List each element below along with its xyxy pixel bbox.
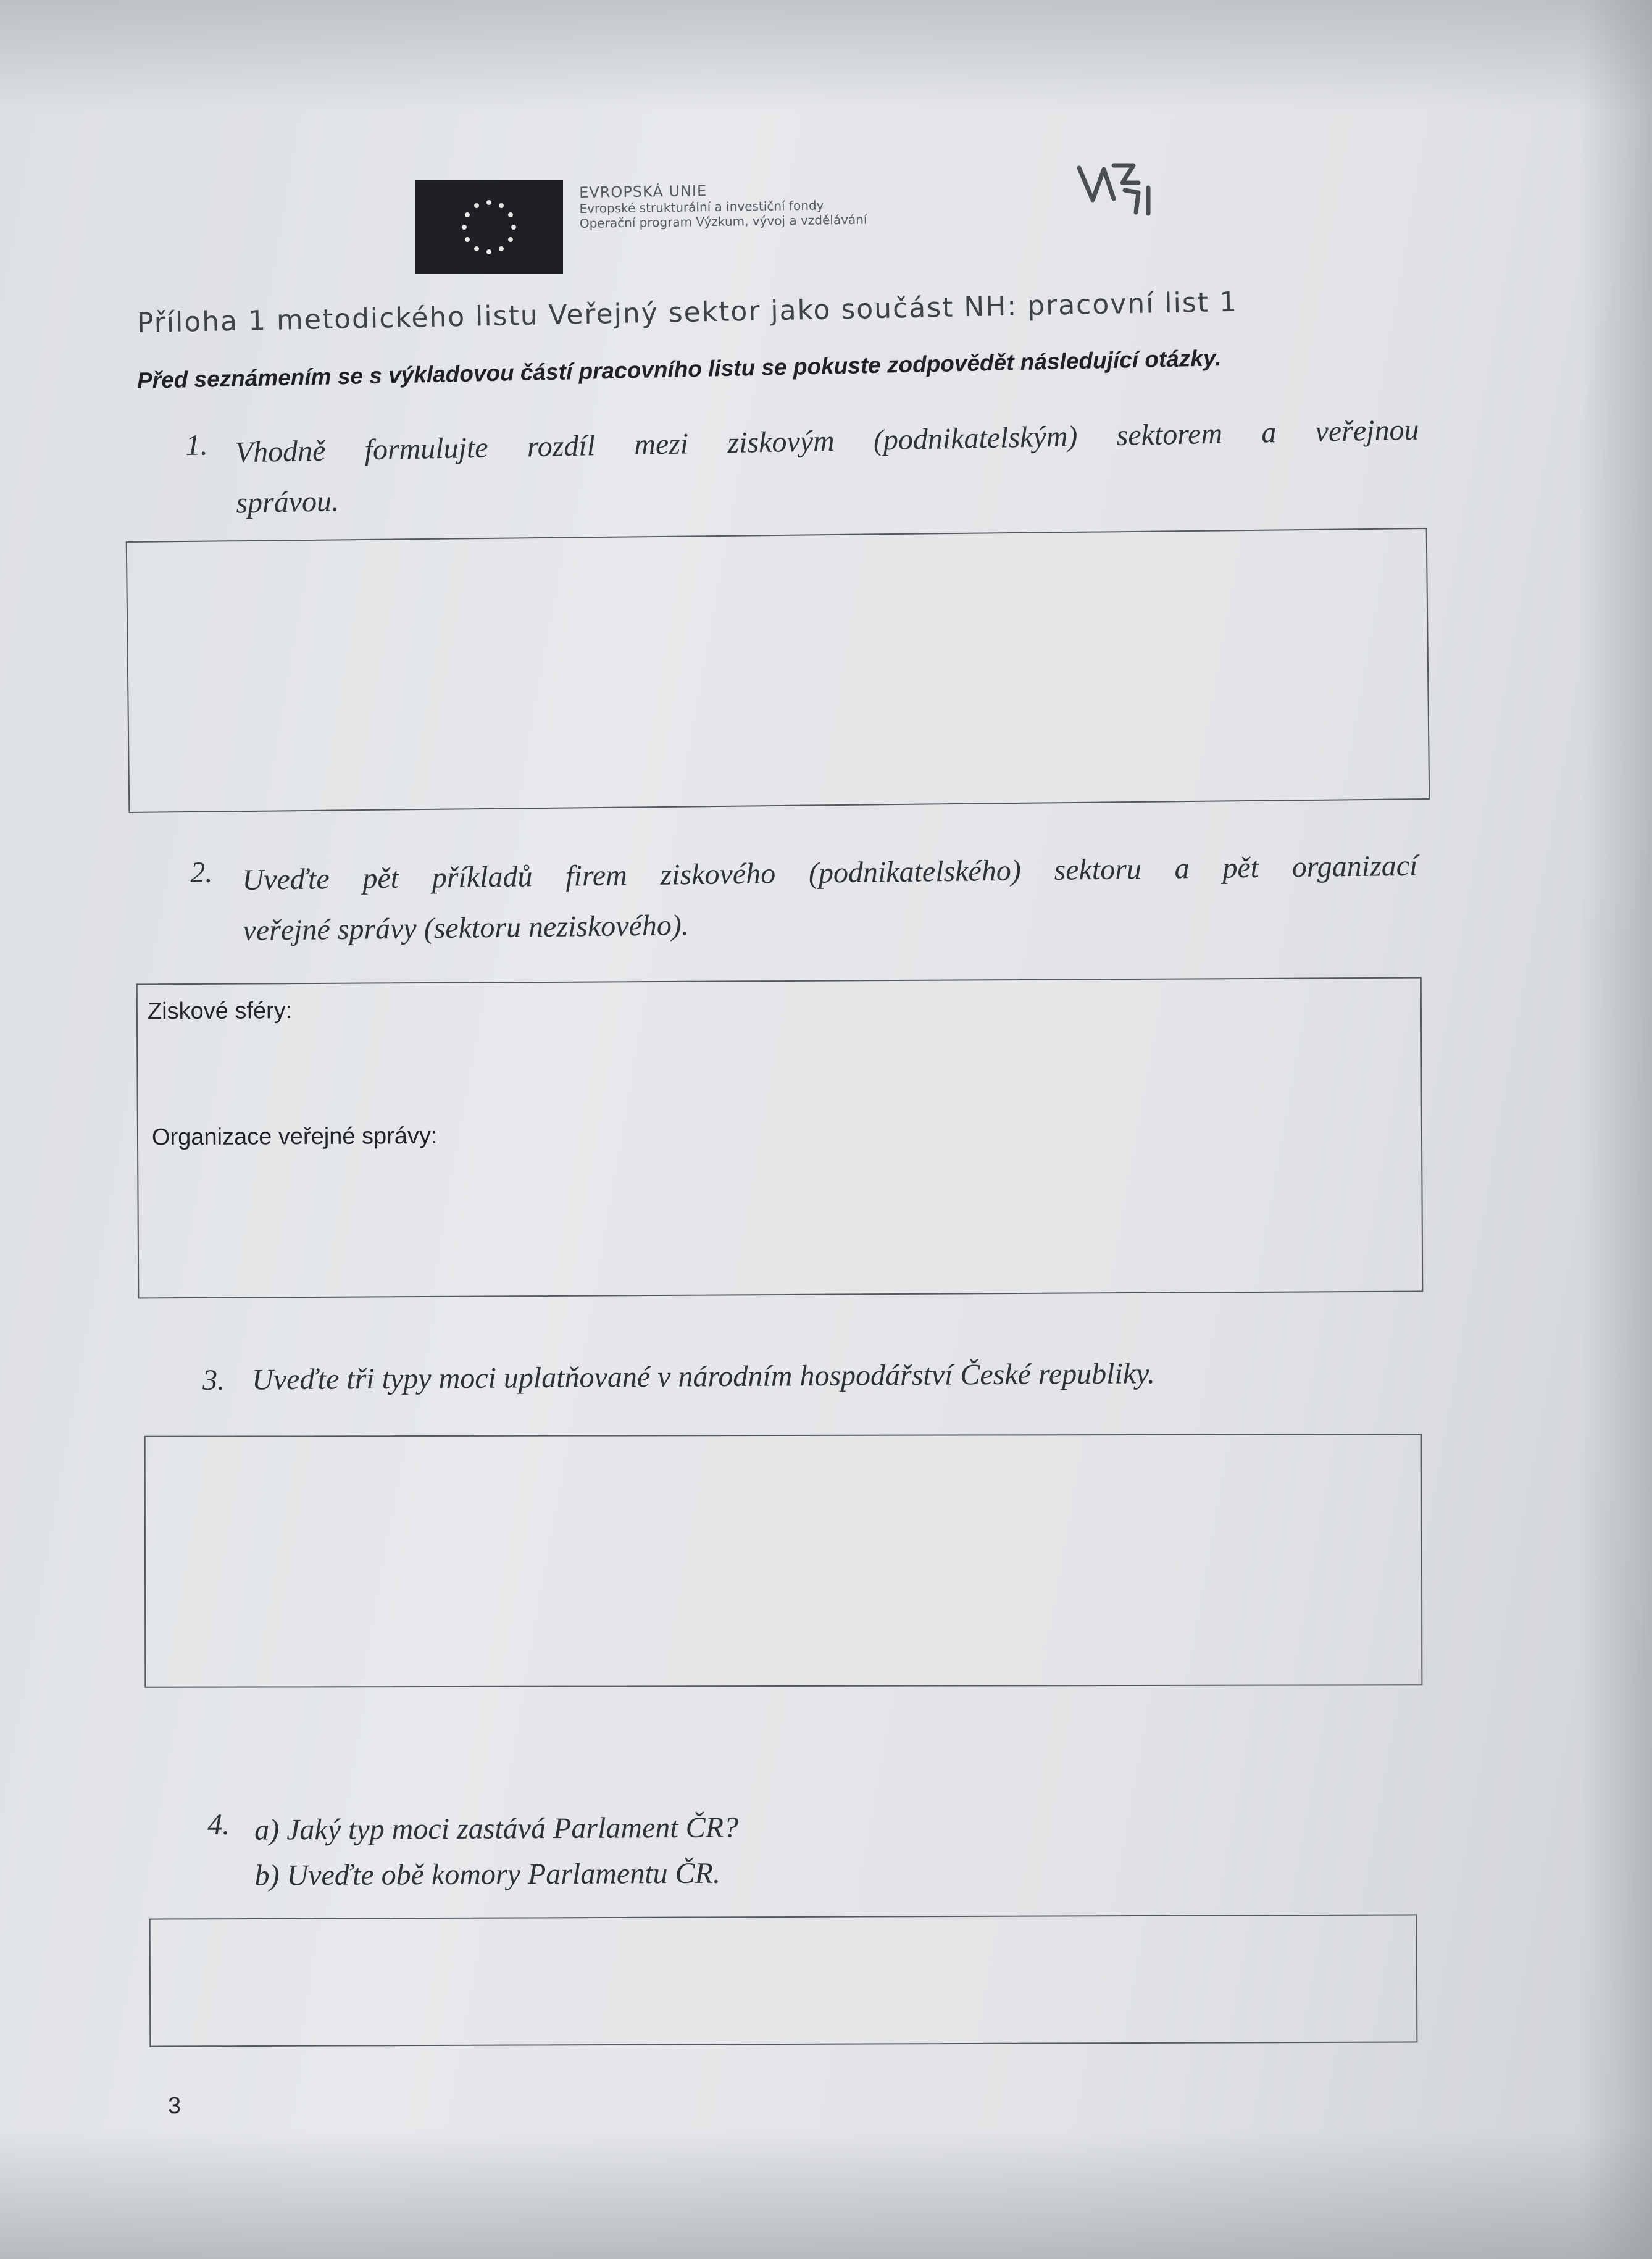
question-number: 1. (185, 428, 209, 462)
question-text-line: a) Jaký typ moci zastává Parlament ČR? (254, 1811, 739, 1847)
eu-program-line: Operační program Výzkum, vývoj a vzdělávání (579, 212, 867, 231)
page-number: 3 (168, 2093, 181, 2119)
eu-flag-icon (415, 180, 563, 274)
eu-funding-text (579, 180, 867, 230)
question-1 (185, 405, 1420, 530)
answer-box-3[interactable] (144, 1434, 1423, 1688)
question-text-line: veřejné správy (sektoru neziskového). (243, 909, 690, 947)
question-text-line: správou. (235, 485, 340, 520)
eu-funds-line: Evropské strukturální a investiční fondy (579, 198, 824, 216)
question-number: 3. (202, 1363, 225, 1397)
profit-sector-label: Ziskové sféry: (147, 998, 293, 1025)
answer-box-1[interactable] (126, 528, 1430, 813)
msmt-logo-icon (1074, 156, 1173, 223)
question-text-line: Uveďte tři typy moci uplatňované v národním hospodářství České republiky. (252, 1357, 1156, 1397)
question-text-line: Vhodně formulujte rozdíl mezi ziskovým (podnikatelským) sektorem a veřejnou (235, 413, 1419, 469)
question-2 (190, 841, 1419, 957)
answer-box-2[interactable] (136, 977, 1424, 1299)
question-number: 4. (207, 1808, 230, 1841)
photo-shadow-bottom (0, 2130, 1652, 2259)
question-number: 2. (190, 856, 213, 889)
answer-box-4[interactable] (149, 1914, 1418, 2047)
question-text-line: Uveďte pět příkladů firem ziskového (podnikatelského) sektoru a pět organizací (242, 849, 1418, 896)
question-3 (202, 1355, 1314, 1397)
eu-title: EVROPSKÁ UNIE (579, 182, 707, 201)
photo-shadow-top (0, 0, 1652, 111)
question-text-line: b) Uveďte obě komory Parlamentu ČR. (254, 1856, 721, 1892)
photo-shadow-right (1580, 0, 1652, 2259)
instruction-text: Před seznámením se s výkladovou částí pracovního listu se pokuste zodpovědět následující otázky. (136, 345, 1222, 393)
question-4 (207, 1804, 949, 1899)
document-title: Příloha 1 metodického listu Veřejný sektor jako součást NH: pracovní list 1 (136, 286, 1238, 339)
public-administration-label: Organizace veřejné správy: (151, 1122, 438, 1151)
